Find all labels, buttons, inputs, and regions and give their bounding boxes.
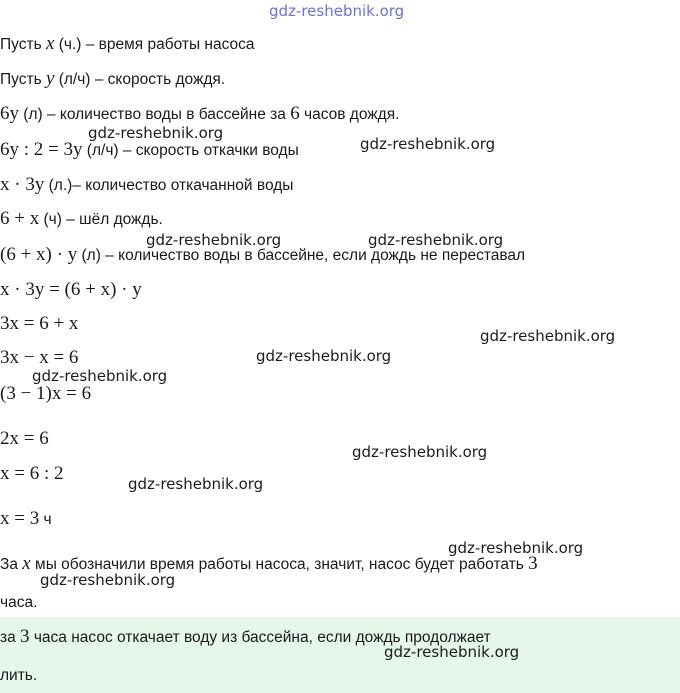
watermark: gdz-reshebnik.org [146,231,282,249]
watermark: gdz-reshebnik.org [128,475,264,493]
line-8: x · 3y = (6 + x) · y [0,279,142,300]
math: x = 3 [0,508,40,529]
math: (6 + x) · y [0,244,78,265]
watermark: gdz-reshebnik.org [32,367,168,385]
line-5 [0,175,293,196]
answer-line-2: лить. [0,667,38,684]
conclusion-paragraph-1-end: часа. [0,594,38,611]
math: x · 3y [0,174,45,195]
math: 6y [0,103,19,124]
watermark: gdz-reshebnik.org [384,643,520,661]
line-2 [0,69,225,90]
text: (л) – количество воды в бассейне за [19,106,291,123]
math: x [45,33,55,54]
text: (л/ч) – скорость дождя. [54,71,226,88]
watermark: gdz-reshebnik.org [88,124,224,142]
text: (л/ч) – скорость откачки воды [82,142,299,159]
math: 6y : 2 = 3y [0,139,83,160]
line-14 [0,509,52,530]
watermark-top: gdz-reshebnik.org [269,2,405,20]
line-11: (3 − 1)x = 6 [0,383,92,404]
text: Пусть [0,71,46,88]
watermark: gdz-reshebnik.org [360,135,496,153]
math: 6 + x [0,208,40,229]
math: y [45,68,55,89]
text: (ч.) – время работы насоса [54,36,255,53]
line-3 [0,104,399,125]
conclusion-paragraph-1: За x мы обозначили время работы насоса, значит, насос будет работать 3 [0,553,538,574]
watermark: gdz-reshebnik.org [368,231,504,249]
watermark: gdz-reshebnik.org [352,443,488,461]
line-9: 3x = 6 + x [0,313,79,334]
text: (л.)– количество откачанной воды [44,177,294,194]
answer-line-1: за 3 часа насос откачает воду из бассейна, если дождь продолжает [0,626,491,647]
line-10: 3x − x = 6 [0,347,79,368]
watermark: gdz-reshebnik.org [40,571,176,589]
line-12: 2x = 6 [0,428,49,449]
watermark: gdz-reshebnik.org [448,539,584,557]
text: (л) – количество воды в бассейне, если дождь не переставал [77,247,526,264]
text: ч [39,511,52,528]
watermark: gdz-reshebnik.org [480,327,616,345]
text: Пусть [0,36,46,53]
line-13: x = 6 : 2 [0,463,64,484]
line-6 [0,209,163,230]
line-4 [0,140,299,161]
watermark: gdz-reshebnik.org [256,347,392,365]
math: 6 [290,103,300,124]
line-1 [0,34,255,55]
text: часов дождя. [299,106,400,123]
text: (ч) – шёл дождь. [39,211,163,228]
